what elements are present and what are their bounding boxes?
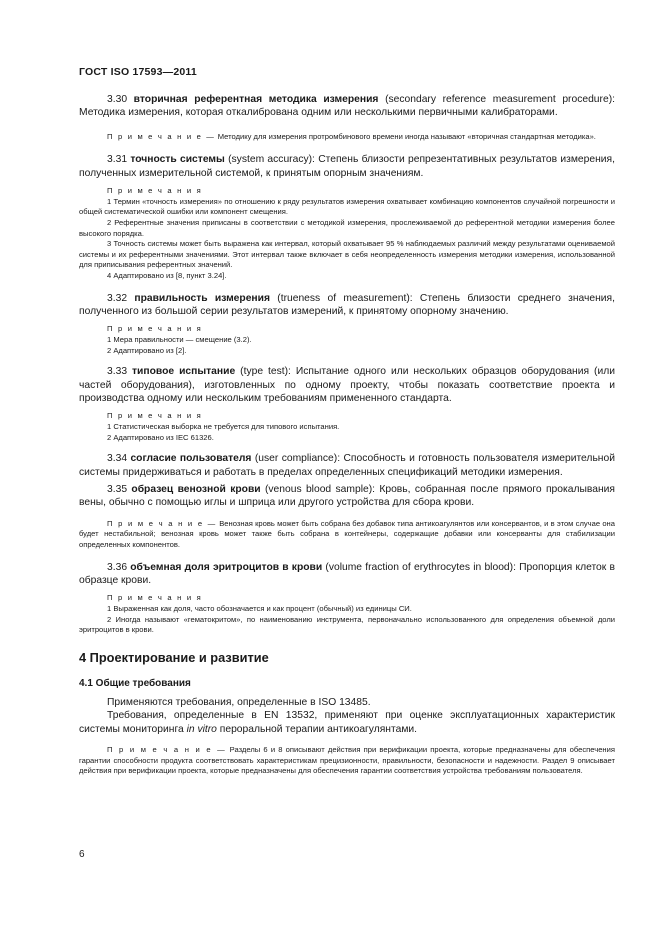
- section-4-1-para-1: Применяются требования, определенные в ISO 13485.: [107, 696, 371, 708]
- note-3-36-2: 2 Иногда называют «гематокритом», по наименованию инструмента, первоначально использованного для определения объемной доли эритроцитов в крови.: [79, 614, 615, 635]
- note-3-31-1: 1 Термин «точность измерения» по отношению к ряду результатов измерения охватывает комбинацию компонентов случайной погрешности и общей систематической ошибки или компонент смещения.: [79, 196, 615, 217]
- note-3-33-2: 2 Адаптировано из IEC 61326.: [107, 432, 214, 442]
- note-3-30: П р и м е ч а н и е — Методику для измерения протромбинового времени иногда называют «вторичная стандартная методика».: [107, 131, 596, 141]
- term-3-32: 3.32 правильность измерения (trueness of measurement): Степень близости среднего значения, полученного из большой серии результатов измерений, к принятому опорному значению.: [79, 292, 615, 317]
- term-3-35: 3.35 образец венозной крови (venous blood sample): Кровь, собранная после прямого прокалывания вены, обычно с помощью иглы и шприца или другого устройства для сбора крови.: [79, 483, 615, 509]
- term-3-31: 3.31 точность системы (system accuracy): Степень близости репрезентативных результатов измерения, полученных измерительной системой, к принятым опорным значениям.: [79, 154, 615, 179]
- notes-heading-3-32: П р и м е ч а н и я: [107, 324, 203, 334]
- section-4-1-para-2: Требования, определенные в EN 13532, применяют при оценке эксплуатационных характеристик системы мониторинга in vitro пероральной терапии антикоагулянтами.: [79, 710, 615, 735]
- note-3-32-2: 2 Адаптировано из [2].: [107, 345, 187, 355]
- notes-heading-3-33: П р и м е ч а н и я: [107, 411, 203, 421]
- term-3-30: 3.30 вторичная референтная методика измерения (secondary reference measurement procedure): Методика измерения, которая откалиброванa одним или несколькими первичными калибраторами.: [79, 94, 615, 119]
- notes-heading-3-36: П р и м е ч а н и я: [107, 593, 203, 603]
- term-3-36: 3.36 объемная доля эритроцитов в крови (volume fraction of erythrocytes in blood): Пропорция клеток в образце крови.: [79, 561, 615, 586]
- note-3-31-4: 4 Адаптировано из [8, пункт 3.24].: [107, 270, 227, 280]
- note-3-33-1: 1 Статистическая выборка не требуется для типового испытания.: [107, 421, 340, 431]
- notes-heading-3-31: П р и м е ч а н и я: [107, 186, 203, 196]
- note-3-31-2: 2 Референтные значения приписаны в соответствии с методикой измерения, прослеживаемой до референтной методики измерения более высокого порядка.: [79, 218, 615, 238]
- note-3-31-3: 3 Точность системы может быть выражена как интервал, который охватывает 95 % наблюдаемых различий между результатами оцениваемой системы и их референтными значениями. Этот интервал также включает в себя неопределенность измерения методики измерения, использованной для приписывания референтных значений.: [79, 239, 615, 270]
- term-3-33: 3.33 типовое испытание (type test): Испытание одного или нескольких образцов оборудования (или частей оборудования), изготовленных по одному проекту, чтобы показать соответствие проекта и производства одному или нескольким требованиям примененного стандарта.: [79, 366, 615, 404]
- term-3-34: 3.34 согласие пользователя (user compliance): Способность и готовность пользователя измерительной системы придерживаться и работать в пределах определенных спецификаций методики измерения.: [79, 453, 615, 478]
- page-number: 6: [79, 849, 85, 860]
- note-3-36-1: 1 Выраженная как доля, часто обозначается и как процент (обычный) из единицы СИ.: [107, 603, 412, 613]
- section-4-title: 4 Проектирование и развитие: [79, 649, 269, 665]
- note-3-32-1: 1 Мера правильности — смещение (3.2).: [107, 334, 252, 344]
- page-header: ГОСТ ISO 17593—2011: [79, 66, 197, 78]
- note-4-1: П р и м е ч а н и е — Разделы 6 и 8 описывают действия при верификации проекта, которые предназначены для обеспечения гарантии способности продукта соответствовать характеристикам прецизионности, правильности, безопасности и надежности. Раздел 9 описывает действия при верификации проекта, которые предназначены для обеспечения гарантии соответствия устройства требованиям пользователя.: [79, 744, 615, 776]
- note-3-35: П р и м е ч а н и е — Венозная кровь может быть собрана без добавок типа антикоагулянтов или консервантов, и в этом случае она будет нестабильной; венозная кровь может также быть собрана в контейнеры, содержащие добавки или консерванты для стабилизации определенных компонентов.: [79, 518, 615, 549]
- subsection-4-1-title: 4.1 Общие требования: [79, 677, 191, 689]
- page-content: [79, 93, 615, 777]
